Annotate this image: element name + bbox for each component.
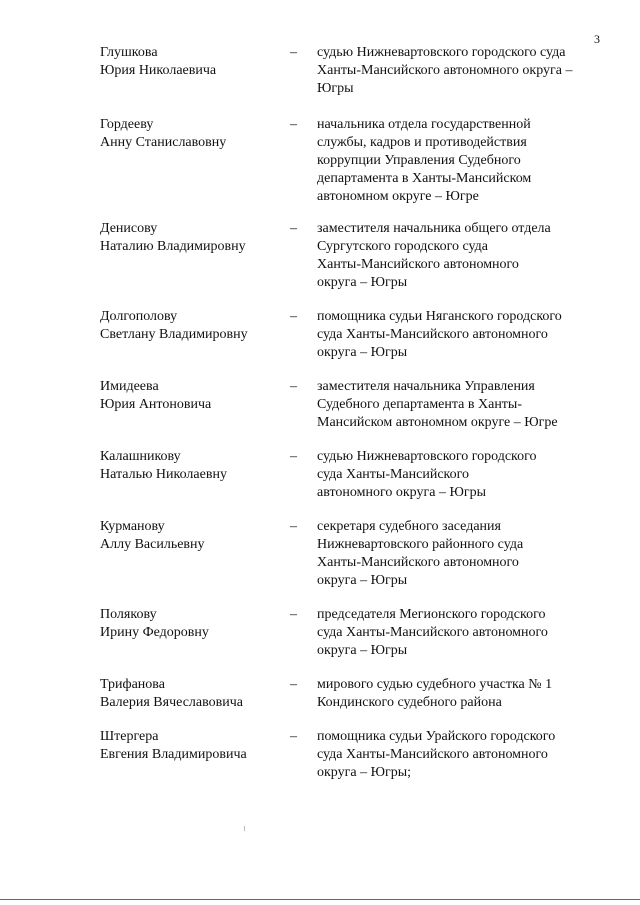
- list-item: [100, 728, 600, 788]
- position-description: помощника судьи Урайского городского суда Ханты-Мансийского автономного округа – Югры;: [317, 729, 556, 780]
- person-name: Глушкова Юрия Николаевича: [100, 45, 217, 78]
- list-item: [100, 676, 600, 728]
- position-description: заместителя начальника общего отдела Сургутского городского суда Ханты-Мансийского автономного округа – Югры: [317, 221, 551, 290]
- person-name: Штергера Евгения Владимировича: [100, 729, 247, 762]
- list-item: [100, 378, 600, 448]
- position-description: секретаря судебного заседания Нижневартовского районного суда Ханты-Мансийского автономного округа – Югры: [317, 519, 524, 588]
- dash-separator: –: [290, 45, 297, 60]
- position-description: начальника отдела государственной службы, кадров и противодействия коррупции Управления Судебного департамента в Ханты-Мансийском автономном округе – Югре: [317, 117, 532, 204]
- dash-separator: –: [290, 449, 297, 464]
- bottom-rule: [0, 899, 640, 900]
- list-item: [100, 220, 600, 308]
- list-item: [100, 116, 600, 220]
- list-item: [100, 448, 600, 518]
- person-name: Долгополову Светлану Владимировну: [100, 309, 248, 342]
- list-item: [100, 606, 600, 676]
- dash-separator: –: [290, 677, 297, 692]
- position-description: судью Нижневартовского городского суда Ханты-Мансийского автономного округа – Югры: [317, 449, 537, 500]
- person-name: Трифанова Валерия Вячеславовича: [100, 677, 243, 710]
- list-item: [100, 44, 600, 116]
- person-name: Гордееву Анну Станиславовну: [100, 117, 227, 150]
- position-description: заместителя начальника Управления Судебного департамента в Ханты- Мансийском автономном округе – Югре: [317, 379, 558, 430]
- position-description: помощника судьи Няганского городского суда Ханты-Мансийского автономного округа – Югры: [317, 309, 562, 360]
- dash-separator: –: [290, 309, 297, 324]
- dash-separator: –: [290, 221, 297, 236]
- list-item: [100, 308, 600, 378]
- list-item: [100, 518, 600, 606]
- person-name: Калашникову Наталью Николаевну: [100, 449, 227, 482]
- award-list: [100, 44, 600, 788]
- dash-separator: –: [290, 117, 297, 132]
- dash-separator: –: [290, 519, 297, 534]
- person-name: Полякову Ирину Федоровну: [100, 607, 209, 640]
- dash-separator: –: [290, 379, 297, 394]
- position-description: мирового судью судебного участка № 1 Кондинского судебного района: [317, 677, 553, 710]
- page-number: 3: [594, 32, 600, 46]
- scan-speck: [244, 826, 245, 831]
- person-name: Денисову Наталию Владимировну: [100, 221, 246, 254]
- position-description: судью Нижневартовского городского суда Ханты-Мансийского автономного округа – Югры: [317, 45, 573, 96]
- dash-separator: –: [290, 607, 297, 622]
- person-name: Курманову Аллу Васильевну: [100, 519, 205, 552]
- person-name: Имидеева Юрия Антоновича: [100, 379, 212, 412]
- dash-separator: –: [290, 729, 297, 744]
- position-description: председателя Мегионского городского суда Ханты-Мансийского автономного округа – Югры: [317, 607, 548, 658]
